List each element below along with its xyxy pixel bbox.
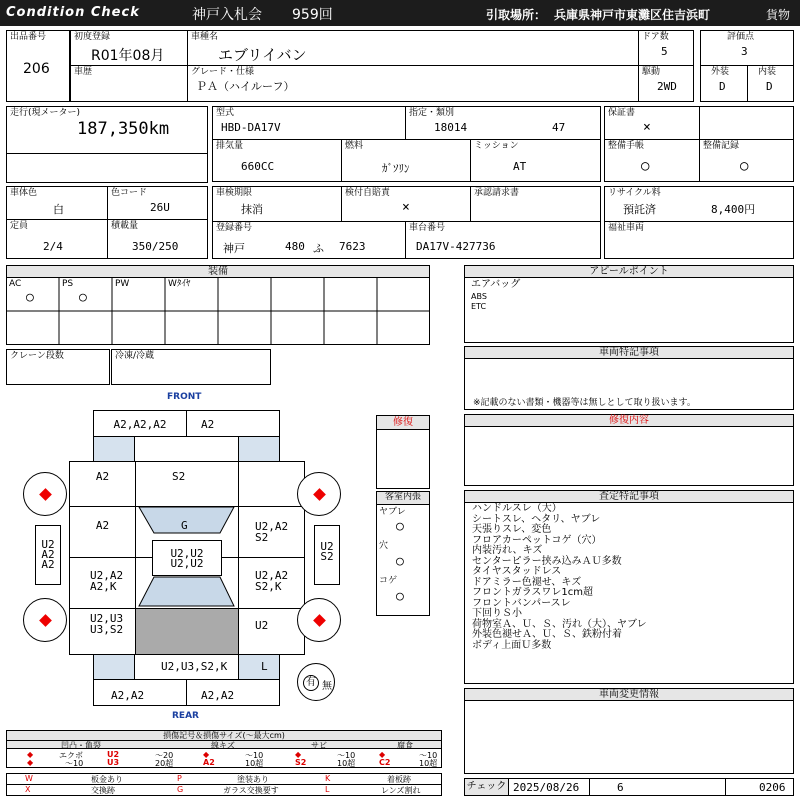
exterior-label: 外装 <box>711 67 730 77</box>
cabin-item-hole: 穴 <box>379 541 389 551</box>
doors-value: 5 <box>661 45 668 58</box>
appeal-line-1: エアバッグ <box>471 279 521 290</box>
legend-cell: 10超 <box>337 759 356 768</box>
category: 貨物 <box>766 8 791 22</box>
legend-cell: 着板跡 <box>387 775 411 784</box>
fuel-value: ｶﾞｿﾘﾝ <box>382 162 410 175</box>
color-code-label: 色コード <box>111 188 148 198</box>
legend-code: X <box>25 785 31 794</box>
grade-value: ＰＡ（ハイルーフ） <box>196 80 295 93</box>
legend-group-scratch: 線キズ <box>211 741 235 750</box>
doors-label: ドア数 <box>642 32 669 42</box>
equip-ps-mark: ○ <box>79 290 87 305</box>
first-reg-label: 初度登録 <box>74 32 111 42</box>
pickup-label: 引取場所： <box>486 8 547 22</box>
class-value: 47 <box>552 121 566 134</box>
history-label: 車歴 <box>74 67 93 77</box>
tire-rear-right[interactable] <box>297 598 341 642</box>
interior-label: 内装 <box>758 67 777 77</box>
spare-tire[interactable] <box>297 663 335 701</box>
auction-name: 神戸入札会 <box>192 7 262 23</box>
right-quarter[interactable]: U2 <box>238 608 305 655</box>
legend-bottom <box>6 773 442 796</box>
legend-group-rust: サビ <box>311 741 327 750</box>
reg-number: 7623 <box>339 240 366 253</box>
inspection-line: 荷物室Ａ、Ｕ、Ｓ、汚れ（大）、ヤブレ <box>472 618 647 630</box>
record-value: ○ <box>740 158 749 174</box>
recycle-fee: 8,400円 <box>711 203 756 216</box>
legend-group-row <box>7 740 441 749</box>
legend-code: A2 <box>203 758 215 767</box>
legend-cell: 〜10 <box>65 759 84 768</box>
manual-label: 整備手帳 <box>608 141 645 151</box>
insurance-value: × <box>402 200 410 215</box>
hood[interactable]: S2 <box>135 461 239 507</box>
pickup-place: 兵庫県神戸市東灘区住吉浜町 <box>554 8 711 22</box>
tire-front-right[interactable] <box>297 472 341 516</box>
mileage-label: 走行(現メーター) <box>10 108 81 118</box>
rear-side-glass[interactable] <box>139 577 234 606</box>
inspection-period-value: 抹消 <box>241 203 263 216</box>
special-title: 車両特記事項 <box>465 347 793 359</box>
rear-bumper-right[interactable]: A2,A2 <box>186 679 280 706</box>
mission-value: AT <box>513 160 527 173</box>
logo: Condition Check <box>6 5 140 20</box>
legend-group-corrosion: 腐食 <box>397 741 413 750</box>
appeal-line-2: ABS <box>471 292 487 301</box>
left-quarter[interactable]: U2,U3 U3,S2 <box>69 608 136 655</box>
legend-cell: 〜20 <box>155 751 174 760</box>
equip-ps-label: PS <box>62 279 74 289</box>
displacement-label: 排気量 <box>216 141 244 151</box>
spare-yes: 有 <box>303 675 319 691</box>
cabin-item-tear: ヤブレ <box>379 507 406 517</box>
back-door[interactable]: U2,U3,S2,K <box>134 654 239 680</box>
legend-cell: 10超 <box>419 759 438 768</box>
repair-content-title: 修復内容 <box>465 415 793 427</box>
load-label: 積載量 <box>111 221 139 231</box>
left-side-sill[interactable]: U2 A2 A2 <box>35 525 61 585</box>
inspection-line: センターピラー挟み込みＡＵ多数 <box>472 555 622 567</box>
inspection-line: 下回りＳ小 <box>472 608 522 619</box>
cabin-title: 客室内張 <box>377 492 429 505</box>
inspection-line: タイヤスタッドレス <box>472 566 562 577</box>
manual-value: ○ <box>641 158 650 174</box>
equip-pw-label: PW <box>115 279 130 289</box>
equip-ac-label: AC <box>9 279 22 289</box>
cabin-mark-burn: ○ <box>396 589 404 604</box>
equip-wtire-label: Wﾀｲﾔ <box>168 279 191 289</box>
check-label: チェック <box>465 779 509 795</box>
left-front-fender[interactable]: A2 <box>69 461 136 507</box>
lot-label: 出品番号 <box>10 32 47 42</box>
left-front-door[interactable]: A2 <box>69 506 136 558</box>
score-label: 評価点 <box>727 32 755 42</box>
change-title: 車両変更情報 <box>465 689 793 701</box>
front-bumper-left[interactable]: A2,A2,A2 <box>93 410 187 437</box>
front-label: FRONT <box>167 392 202 402</box>
inspection-line: ボディ上面Ｕ多数 <box>472 639 552 651</box>
legend-cell: 20超 <box>155 759 174 768</box>
right-front-door[interactable]: U2,A2 S2 <box>238 506 305 558</box>
inspection-line: ドアミラー色褪せ、キズ <box>472 576 582 588</box>
chassis-label: 車台番号 <box>409 223 446 233</box>
legend-panel <box>6 730 442 768</box>
inspection-line: シートスレ、ヘタリ、ヤブレ <box>472 513 601 525</box>
inspection-title: 査定特記事項 <box>465 491 793 503</box>
auction-number: 959回 <box>292 7 333 23</box>
equip-ac-mark: ○ <box>26 290 34 305</box>
legend-code: G <box>177 785 184 794</box>
mileage-value: 187,350km <box>77 119 170 139</box>
chassis-value: DA17V-427736 <box>416 240 496 253</box>
load-value: 350/250 <box>132 240 179 253</box>
grade-label: グレード・仕様 <box>191 67 255 77</box>
freezer-label: 冷凍/冷蔵 <box>115 351 155 361</box>
exterior-value: D <box>719 80 726 93</box>
check-number: 6 <box>617 781 624 794</box>
color-code-value: 26U <box>150 201 170 214</box>
tire-marker-icon <box>313 614 326 627</box>
color-label: 車体色 <box>10 188 38 198</box>
legend-code: K <box>325 774 331 783</box>
check-code: 0206 <box>759 781 786 794</box>
drive-label: 駆動 <box>642 67 661 77</box>
tire-front-left[interactable] <box>23 472 67 516</box>
legend-cell: レンズ割れ <box>381 786 421 795</box>
reg-kana: ふ <box>313 242 324 255</box>
displacement-value: 660CC <box>241 160 275 173</box>
insurance-label: 検付自賠責 <box>345 188 391 198</box>
right-side-sill[interactable]: U2 S2 <box>314 525 340 585</box>
first-reg-value: R01年08月 <box>91 48 165 64</box>
record-label: 整備記録 <box>703 141 740 151</box>
legend-cell: 交換跡 <box>91 786 115 795</box>
crane-label: クレーン段数 <box>10 351 64 361</box>
left-rear-door[interactable]: U2,A2 A2,K <box>69 557 136 609</box>
registration-label: 登録番号 <box>216 223 253 233</box>
rear-window[interactable]: U2,U2 U2,U2 <box>152 540 222 576</box>
legend-title: 損傷記号＆損傷サイズ(〜最大cm) <box>7 731 441 740</box>
legend-cell: エクボ <box>59 751 83 760</box>
legend-code: U3 <box>107 758 120 767</box>
warranty-value: × <box>643 120 651 135</box>
designation-value: 18014 <box>434 121 468 134</box>
inspection-line: フロントバンパースレ <box>472 597 571 609</box>
tire-rear-left[interactable] <box>23 598 67 642</box>
legend-diamond-icon: ◆ <box>379 750 386 759</box>
legend-cell: 〜10 <box>419 751 438 760</box>
lot-number: 206 <box>23 61 50 77</box>
appeal-title: アピールポイント <box>465 266 793 278</box>
car-name: エブリイバン <box>218 46 307 64</box>
repair-box-title: 修復 <box>377 416 429 430</box>
special-note: ※記載のない書類・機器等は無しとして取り扱います。 <box>473 398 696 408</box>
equipment-title: 装備 <box>7 266 429 278</box>
tire-marker-icon <box>39 614 52 627</box>
inspection-line: 内装汚れ、キズ <box>472 545 543 556</box>
legend-cell: 〜10 <box>245 751 264 760</box>
recycle-label: リサイクル料 <box>608 188 661 198</box>
right-rear-door[interactable]: U2,A2 S2,K <box>238 557 305 609</box>
spare-no: 無 <box>322 681 332 692</box>
recycle-status: 預託済 <box>623 203 656 216</box>
legend-diamond-icon: ◆ <box>203 750 210 759</box>
model-label: 型式 <box>216 108 235 118</box>
right-taillamp[interactable]: L <box>238 654 280 680</box>
inspection-line: フロントガラスワレ1cm超 <box>472 587 594 598</box>
cabin-mark-tear: ○ <box>396 519 404 534</box>
score-value: 3 <box>741 45 748 58</box>
legend-code: C2 <box>379 758 391 767</box>
legend-diamond-icon: ◆ <box>295 750 302 759</box>
legend-group-dent: 凹凸・亀裂 <box>61 741 101 750</box>
fuel-label: 燃料 <box>345 141 364 151</box>
inspection-line: フロアカーペットコゲ（穴） <box>472 534 602 546</box>
interior-value: D <box>766 80 773 93</box>
mission-label: ミッション <box>474 141 519 151</box>
color-value: 白 <box>53 203 64 216</box>
inspection-line: ハンドルスレ（大） <box>472 503 562 514</box>
cabin-mark-hole: ○ <box>396 554 404 569</box>
tire-marker-icon <box>313 488 326 501</box>
drive-value: 2WD <box>657 80 677 93</box>
legend-code: S2 <box>295 758 307 767</box>
inspection-line: 外装色褪せＡ、Ｕ、Ｓ、鉄粉付着 <box>472 629 622 640</box>
reg-area: 神戸 <box>223 242 245 255</box>
front-bumper-right[interactable]: A2 <box>186 410 280 437</box>
capacity-label: 定員 <box>10 221 29 231</box>
appeal-line-3: ETC <box>471 302 487 311</box>
model-value: HBD-DA17V <box>221 121 281 134</box>
check-date: 2025/08/26 <box>513 781 580 794</box>
rear-label: REAR <box>172 711 199 721</box>
warranty-label: 保証書 <box>608 108 636 118</box>
claim-label: 承認請求書 <box>474 188 520 198</box>
legend-cell: 板金あり <box>91 775 123 784</box>
welfare-label: 福祉車両 <box>608 223 645 233</box>
cabin-item-burn: コゲ <box>379 576 398 586</box>
legend-code: P <box>177 774 182 783</box>
legend-cell: 10超 <box>245 759 264 768</box>
inspection-period-label: 車検期限 <box>216 188 253 198</box>
reg-class: 480 <box>285 240 305 253</box>
legend-code: L <box>325 785 330 794</box>
legend-diamond-icon: ◆ <box>27 750 34 759</box>
designation-label: 指定・類別 <box>409 108 455 118</box>
legend-cell: ガラス交換要す <box>223 786 279 795</box>
inspection-line: 天張りスレ、変色 <box>472 524 552 535</box>
capacity-value: 2/4 <box>43 240 63 253</box>
legend-diamond-icon: ◆ <box>27 758 34 767</box>
legend-cell: 塗装あり <box>237 775 269 784</box>
legend-cell: 〜10 <box>337 751 356 760</box>
legend-code: W <box>25 774 33 783</box>
roof-value: G <box>181 519 188 532</box>
legend-code: U2 <box>107 750 120 759</box>
rear-bumper-left[interactable]: A2,A2 <box>93 679 187 706</box>
car-name-label: 車種名 <box>191 32 219 42</box>
tire-marker-icon <box>39 488 52 501</box>
